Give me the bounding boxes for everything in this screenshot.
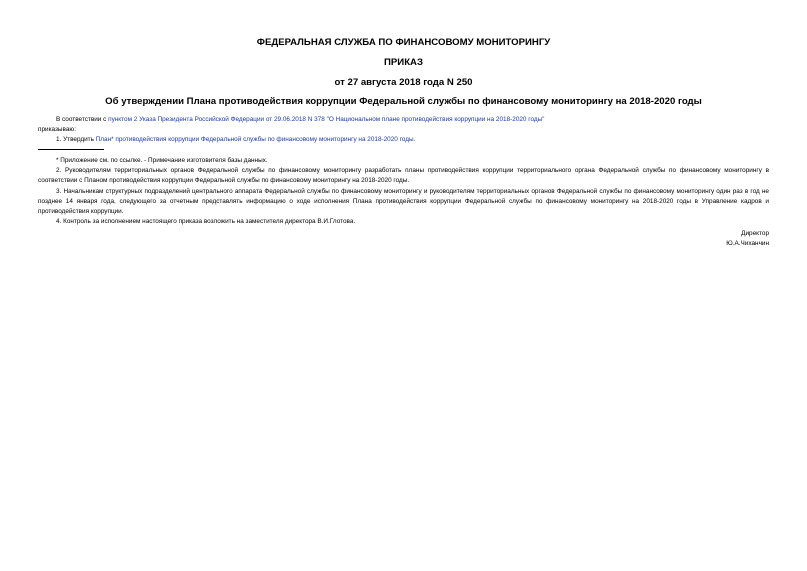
item-1 (38, 135, 769, 145)
footnote: * Приложение см. по ссылке. - Примечание изготовителя базы данных. (56, 157, 268, 164)
item-2: 2. Руководителям территориальных органов Федеральной службы по финансовому мониторингу разработать планы противодействия коррупции территориального органа Федеральной службы по финансовому мониторингу в соответствии с Планом противодействия коррупции Федеральной службы по финансовому мониторингу на 2018-2020 годы. (38, 167, 769, 184)
plan-link[interactable]: План (95, 136, 112, 143)
footnote-divider (38, 149, 104, 150)
doc-type-heading: ПРИКАЗ (384, 57, 423, 68)
document-title: Об утверждении Плана противодействия коррупции Федеральной службы по финансовому мониторингу на 2018-2020 годы (105, 96, 702, 107)
signature-position: Директор (741, 230, 769, 237)
intro-prefix: В соответствии с (56, 116, 109, 123)
plan-link-rest[interactable]: противодействия коррупции Федеральной службы по финансовому мониторингу на 2018-2020 годы. (113, 136, 416, 143)
signature-name: Ю.А.Чиханчин (726, 240, 769, 247)
item-3: 3. Начальникам структурных подразделений центрального аппарата Федеральной службы по финансовому мониторингу и руководителям территориальных органов Федеральной службы по финансовому мониторингу один раз в год не позднее 14 января года, следующего за отчетным представлять информацию о ходе исполнения Плана противодействия коррупции Федеральной службы по финансовому мониторингу на 2018-2020 годы в Управление кадров и противодействия коррупции. (38, 188, 769, 215)
date-number-heading: от 27 августа 2018 года N 250 (334, 77, 473, 88)
item-4: 4. Контроль за исполнением настоящего приказа возложить на заместителя директора В.И.Глотова. (56, 218, 356, 225)
order-word: приказываю: (38, 126, 76, 133)
decree-link[interactable]: пунктом 2 Указа Президента Российской Федерации от 29.06.2018 N 378 "О Национальном плане противодействия коррупции на 2018-2020 годы" (108, 116, 545, 123)
intro-paragraph (38, 115, 769, 125)
agency-heading: ФЕДЕРАЛЬНАЯ СЛУЖБА ПО ФИНАНСОВОМУ МОНИТОРИНГУ (256, 37, 551, 48)
item-1-prefix: 1. Утвердить (56, 136, 96, 143)
footnote-mark-link[interactable]: * (111, 136, 114, 143)
